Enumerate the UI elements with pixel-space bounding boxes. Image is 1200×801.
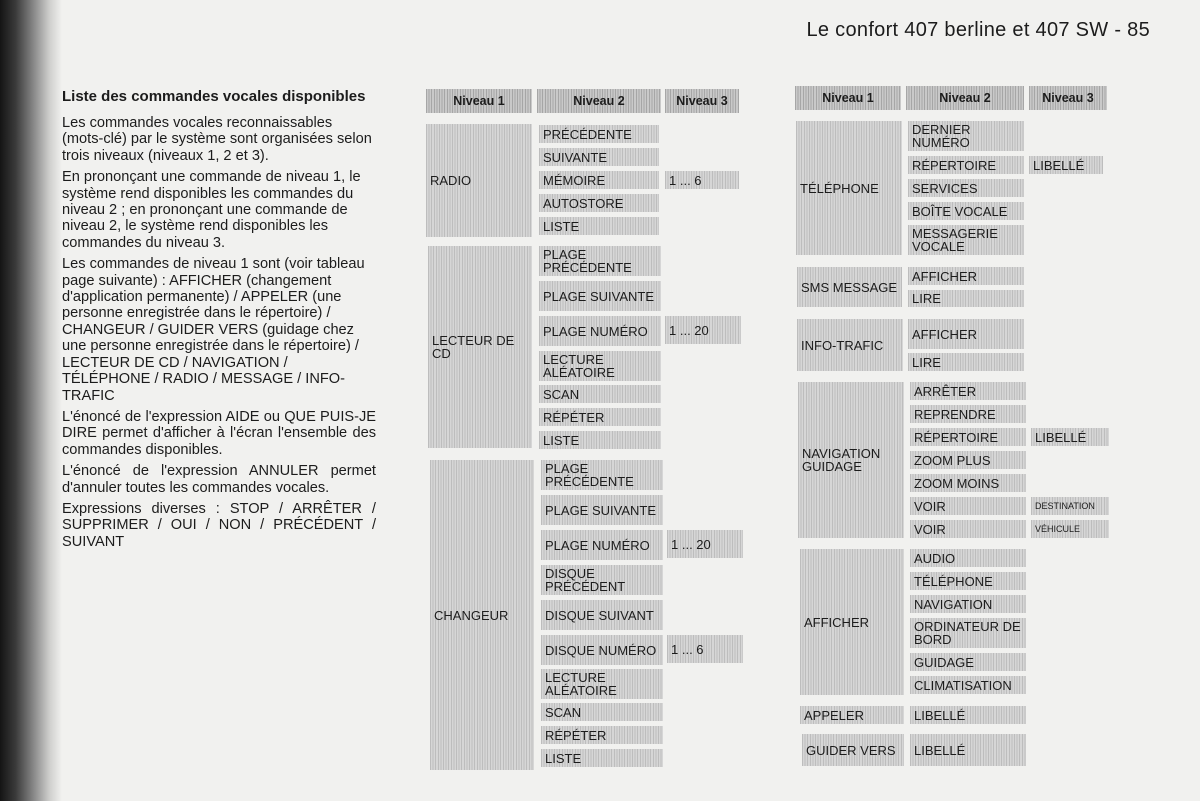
level2-item: AUDIO	[910, 549, 1026, 567]
level2-item: DERNIER NUMÉRO	[908, 121, 1024, 151]
header-niveau-2: Niveau 2	[537, 89, 661, 113]
level2-item: RÉPERTOIRE	[908, 156, 1024, 174]
level3-item: 1 ... 20	[665, 316, 741, 344]
level2-item: SUIVANTE	[539, 148, 659, 166]
level2-item: BOÎTE VOCALE	[908, 202, 1024, 220]
level1-afficher: AFFICHER	[800, 549, 904, 695]
level2-item: LISTE	[539, 217, 659, 235]
level1-radio: RADIO	[426, 124, 532, 237]
level2-item: PLAGE SUIVANTE	[539, 281, 661, 311]
level1-changeur: CHANGEUR	[430, 460, 534, 770]
level2-item: LIBELLÉ	[910, 706, 1026, 724]
level1-info-trafic: INFO-TRAFIC	[797, 319, 903, 371]
level2-item: VOIR	[910, 520, 1026, 538]
level3-item: 1 ... 6	[667, 635, 743, 663]
level2-item: RÉPÉTER	[541, 726, 663, 744]
level3-item: LIBELLÉ	[1029, 156, 1103, 174]
level2-item: TÉLÉPHONE	[910, 572, 1026, 590]
intro-paragraph: Expressions diverses : STOP / ARRÊTER / SUPPRIMER / OUI / NON / PRÉCÉDENT / SUIVANT	[62, 500, 376, 550]
level1-telephone: TÉLÉPHONE	[796, 121, 902, 255]
level3-item: DESTINATION	[1031, 497, 1109, 515]
level2-item: LECTURE ALÉATOIRE	[539, 351, 661, 381]
header-niveau-1: Niveau 1	[795, 86, 901, 110]
level2-item: SCAN	[541, 703, 663, 721]
level2-item: RÉPÉTER	[539, 408, 661, 426]
level2-item: AFFICHER	[908, 267, 1024, 285]
level2-item: DISQUE PRÉCÉDENT	[541, 565, 663, 595]
page-header: Le confort 407 berline et 407 SW - 85	[806, 19, 1150, 41]
header-niveau-3: Niveau 3	[1029, 86, 1107, 110]
level2-item: LIRE	[908, 290, 1024, 307]
level2-item: PLAGE NUMÉRO	[541, 530, 663, 560]
intro-paragraph: L'énoncé de l'expression AIDE ou QUE PUIS-JE DIRE permet d'afficher à l'écran l'ensemble des commandes disponibles.	[62, 408, 376, 458]
intro-paragraph: En prononçant une commande de niveau 1, le système rend disponibles les commandes du niveau 2 ; en prononçant une commande de niveau 2, le système rend disponibles les commandes du niveau 3.	[62, 169, 361, 251]
level2-item: DISQUE NUMÉRO	[541, 635, 663, 665]
intro-paragraph: L'énoncé de l'expression ANNULER permet d'annuler toutes les commandes vocales.	[62, 463, 376, 496]
level2-item: ZOOM MOINS	[910, 474, 1026, 492]
level2-item: LIRE	[908, 353, 1024, 371]
level3-item: VÉHICULE	[1031, 520, 1109, 538]
level2-item: MESSAGERIE VOCALE	[908, 225, 1024, 255]
level2-item: CLIMATISATION	[910, 676, 1026, 694]
header-niveau-2: Niveau 2	[906, 86, 1024, 110]
intro-paragraph: Les commandes vocales reconnaissables (mots-clé) par le système sont organisées selon trois niveaux (niveaux 1, 2 et 3).	[62, 115, 372, 164]
level2-item: PLAGE SUIVANTE	[541, 495, 663, 525]
level2-item: DISQUE SUIVANT	[541, 600, 663, 630]
level1-navigation-guidage: NAVIGATION GUIDAGE	[798, 382, 904, 538]
level2-item: AFFICHER	[908, 319, 1024, 349]
level2-item: SERVICES	[908, 179, 1024, 197]
book-binding-shadow	[0, 0, 62, 801]
level3-item: 1 ... 6	[665, 171, 739, 189]
level1-lecteur-cd: LECTEUR DE CD	[428, 246, 532, 448]
level1-guider-vers: GUIDER VERS	[802, 734, 904, 766]
level1-sms-message: SMS MESSAGE	[797, 267, 902, 307]
level3-item: 1 ... 20	[667, 530, 743, 558]
level2-item: LISTE	[541, 749, 663, 767]
intro-paragraph: Les commandes de niveau 1 sont (voir tableau page suivante) : AFFICHER (changement d'application permanente) / APPELER (une personne enregistrée dans le répertoire) / CHANGEUR / GUIDER VERS (guidage chez une personne enregistrée dans le répertoire) / LECTEUR DE CD / NAVIGATION / TÉLÉPHONE / RADIO / MESSAGE / INFO-TRAFIC	[62, 256, 365, 404]
level2-item: PLAGE PRÉCÉDENTE	[541, 460, 663, 490]
level2-item: ARRÊTER	[910, 382, 1026, 400]
level2-item: ORDINATEUR DE BORD	[910, 618, 1026, 648]
level2-item: PLAGE NUMÉRO	[539, 316, 661, 346]
level2-item: VOIR	[910, 497, 1026, 515]
level2-item: SCAN	[539, 385, 661, 403]
level2-item: REPRENDRE	[910, 405, 1026, 423]
level2-item: LECTURE ALÉATOIRE	[541, 669, 663, 699]
level2-item: ZOOM PLUS	[910, 451, 1026, 469]
level2-item: MÉMOIRE	[539, 171, 659, 189]
intro-title: Liste des commandes vocales disponibles	[62, 88, 366, 105]
level3-item: LIBELLÉ	[1031, 428, 1109, 446]
header-niveau-3: Niveau 3	[665, 89, 739, 113]
header-niveau-1: Niveau 1	[426, 89, 532, 113]
level2-item: PLAGE PRÉCÉDENTE	[539, 246, 661, 276]
level2-item: AUTOSTORE	[539, 194, 659, 212]
level2-item: NAVIGATION	[910, 595, 1026, 613]
level2-item: GUIDAGE	[910, 653, 1026, 671]
level2-item: PRÉCÉDENTE	[539, 125, 659, 143]
level2-item: LIBELLÉ	[910, 734, 1026, 766]
level1-appeler: APPELER	[800, 706, 904, 724]
level2-item: RÉPERTOIRE	[910, 428, 1026, 446]
level2-item: LISTE	[539, 431, 661, 449]
intro-section	[62, 89, 376, 555]
